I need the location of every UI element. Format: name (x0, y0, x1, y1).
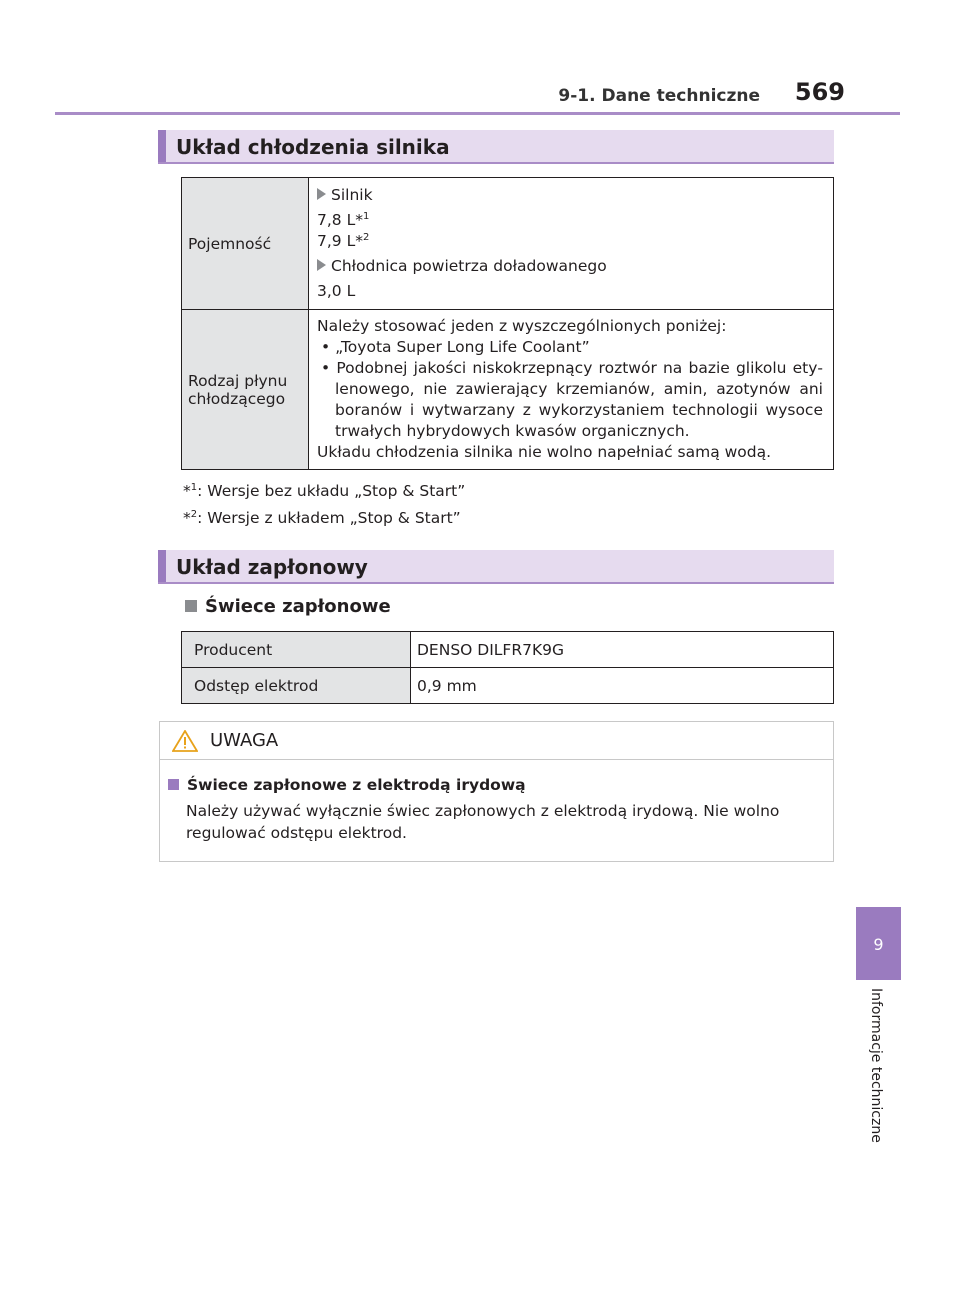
triangle-bullet-icon (317, 188, 326, 200)
square-bullet-icon (168, 779, 179, 790)
page-header (0, 0, 960, 120)
electrode-gap-value: 0,9 mm (411, 668, 834, 704)
footnote-number: 1 (190, 481, 198, 493)
capacity-value (309, 178, 834, 310)
coolant-warning: Układu chłodzenia silnika nie wolno napełniać samą wodą. (317, 443, 772, 461)
section-title: 9-1. Dane techniczne (558, 86, 760, 106)
engine-capacity-2: 7,9 L* (317, 232, 363, 250)
footnote-1 (183, 482, 465, 500)
page-number: 569 (794, 78, 845, 106)
cooling-section-heading (158, 130, 834, 164)
engine-heading: Silnik (331, 186, 373, 204)
cooling-table (181, 177, 834, 470)
footnote-text: : Wersje bez układu „Stop & Start” (197, 482, 466, 500)
footnote-ref-2: 2 (362, 231, 370, 243)
caution-subheading (168, 776, 526, 794)
cooling-section-title: Układ chłodzenia silnika (176, 135, 450, 159)
ignition-section-heading (158, 550, 834, 584)
triangle-bullet-icon (317, 259, 326, 271)
intercooler-heading: Chłodnica powietrza doładowanego (331, 257, 607, 275)
spark-plugs-subheading (185, 596, 391, 617)
heading-accent-bar (158, 550, 166, 582)
manufacturer-label: Producent (182, 632, 411, 668)
warning-triangle-icon (172, 730, 198, 752)
list-item: • Podobnej jakości niskokrzepnący roztwór na bazie glikolu etylenowego, nie zawierający krzemianów, amin, azotynów ani boranów i wytwarzany z wykorzystaniem technologii wysoce trwałych hybrydowych kwasów organicznych. (321, 359, 824, 440)
caution-box (159, 721, 834, 862)
chapter-label (862, 988, 886, 1163)
table-row (182, 632, 834, 668)
list-item: • „Toyota Super Long Life Coolant” (321, 338, 590, 356)
intercooler-capacity: 3,0 L (317, 282, 356, 300)
coolant-type-label: Rodzaj płynu chłodzącego (182, 310, 309, 470)
header-divider (55, 112, 900, 115)
table-row (182, 310, 834, 470)
coolant-option-2: Podobnej jakości niskokrzepnący roztwór na bazie glikolu etylenowego, nie zawierający krzemianów, amin, azotynów ani boranów i wytwarzany z wykorzystaniem technologii wysoce trwałych hybrydowych kwasów organicznych. (335, 359, 824, 440)
caution-title: UWAGA (210, 730, 279, 751)
coolant-type-value (309, 310, 834, 470)
subheading-text: Świece zapłonowe (205, 596, 391, 617)
table-row (182, 178, 834, 310)
footnote-ref-1: 1 (362, 210, 370, 222)
footnote-2 (183, 509, 461, 527)
ignition-section-title: Układ zapłonowy (176, 555, 368, 579)
manufacturer-value: DENSO DILFR7K9G (411, 632, 834, 668)
coolant-option-1: „Toyota Super Long Life Coolant” (335, 338, 590, 356)
capacity-label: Pojemność (182, 178, 309, 310)
square-bullet-icon (185, 600, 197, 612)
caution-body: Należy używać wyłącznie świec zapłonowych z elektrodą irydową. Nie wolno regulować odstępu elektrod. (186, 802, 780, 842)
footnote-number: 2 (190, 508, 198, 520)
footnote-mark: * (183, 509, 191, 527)
engine-capacity-1: 7,8 L* (317, 211, 363, 229)
caution-header (160, 722, 833, 760)
table-row (182, 668, 834, 704)
footnote-text: : Wersje z układem „Stop & Start” (197, 509, 461, 527)
chapter-number: 9 (873, 935, 884, 954)
footnote-mark: * (183, 482, 191, 500)
coolant-intro: Należy stosować jeden z wyszczególnionych poniżej: (317, 317, 727, 335)
electrode-gap-label: Odstęp elektrod (182, 668, 411, 704)
chapter-label-text: Informacje techniczne (868, 988, 884, 1143)
chapter-tab (856, 907, 901, 980)
caution-subheading-text: Świece zapłonowe z elektrodą irydową (187, 776, 526, 794)
heading-accent-bar (158, 130, 166, 162)
spark-plug-table (181, 631, 834, 704)
